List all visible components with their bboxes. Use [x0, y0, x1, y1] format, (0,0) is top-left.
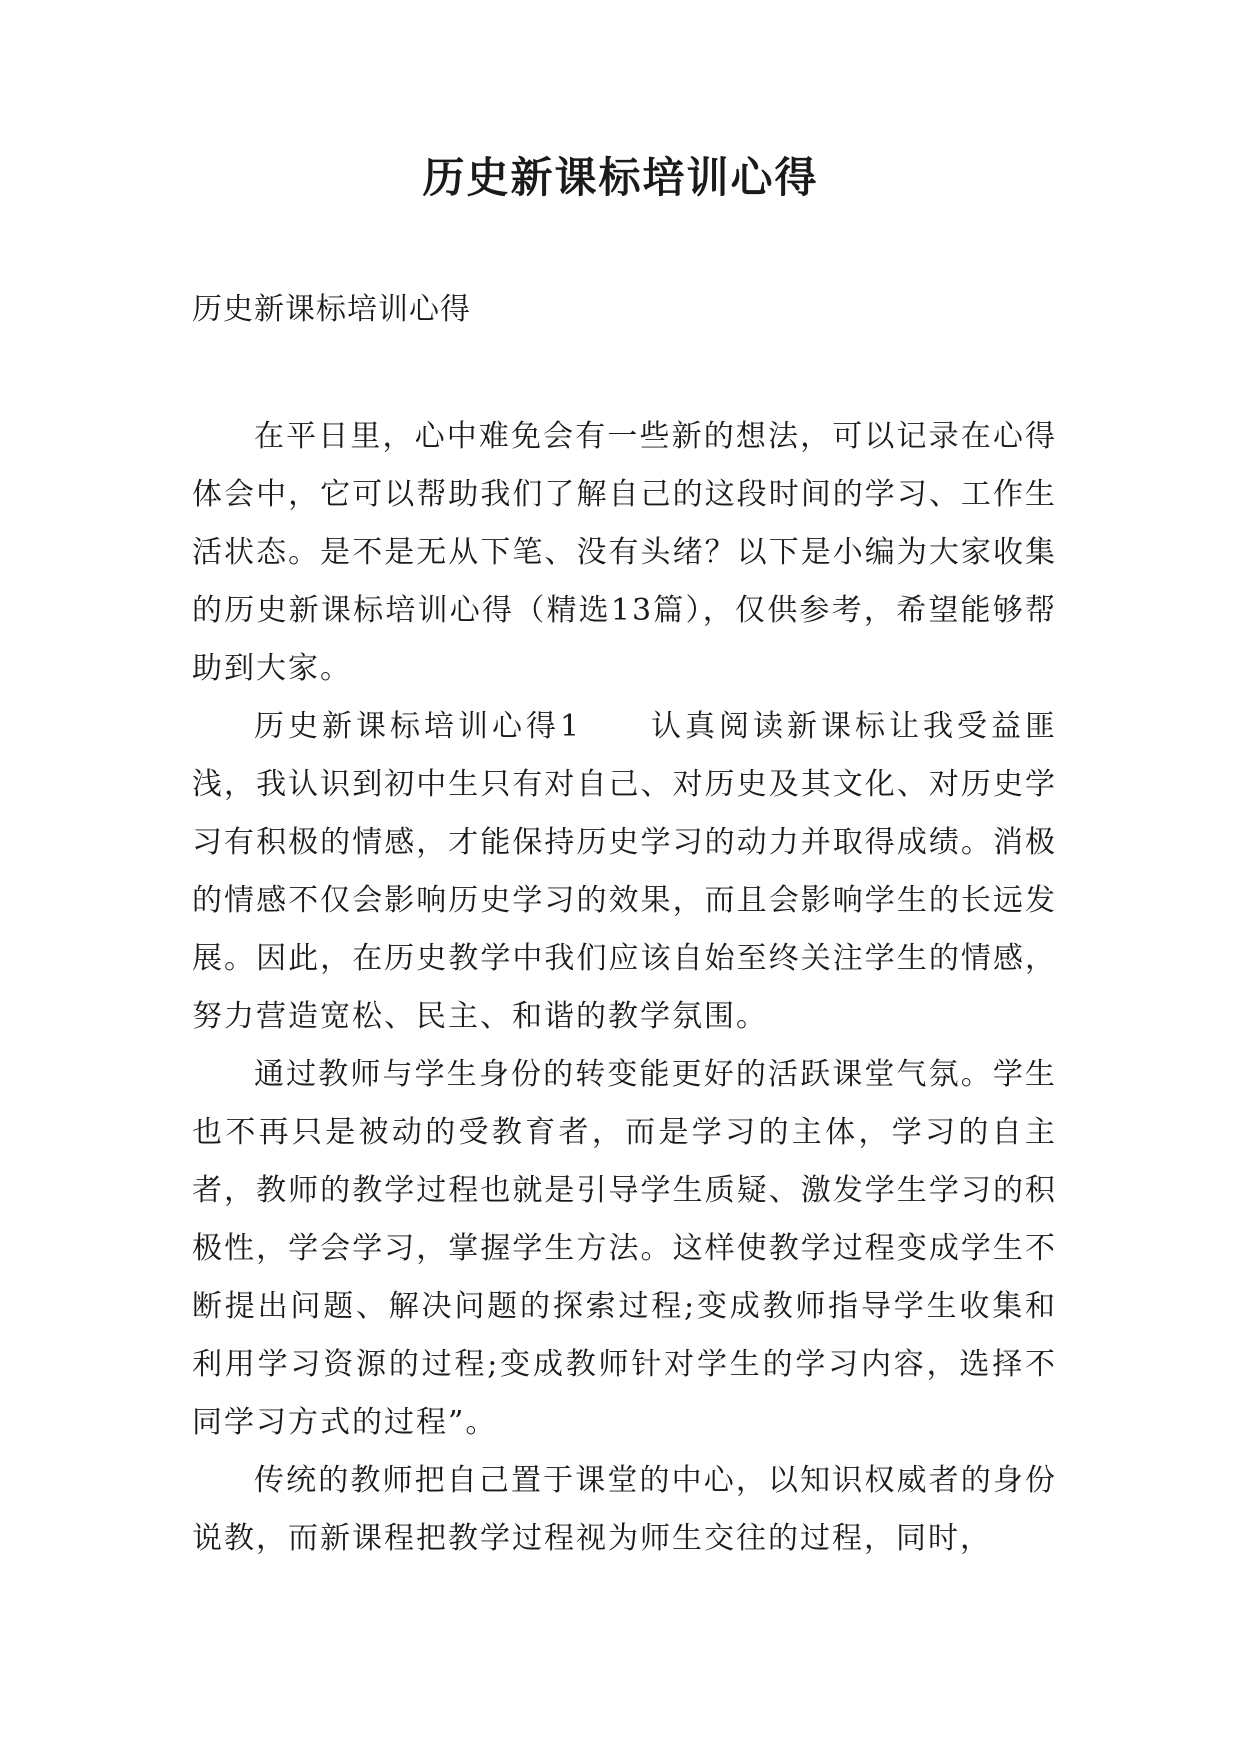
paragraph-essay-1: 历史新课标培训心得1 认真阅读新课标让我受益匪浅，我认识到初中生只有对自己、对历史及其文化、对历史学习有积极的情感，才能保持历史学习的动力并取得成绩。消极的情感不仅会影响历史学习的效果，而且会影响学生的长远发展。因此，在历史教学中我们应该自始至终关注学生的情感，努力营造宽松、民主、和谐的教学氛围。	[192, 709, 1057, 1034]
paragraph-intro: 在平日里，心中难免会有一些新的想法，可以记录在心得体会中，它可以帮助我们了解自己的这段时间的学习、工作生活状态。是不是无从下笔、没有头绪？以下是小编为大家收集的历史新课标培训心得（精选13篇），仅供参考，希望能够帮助到大家。	[192, 419, 1057, 686]
paragraph-role-change: 通过教师与学生身份的转变能更好的活跃课堂气氛。学生也不再只是被动的受教育者，而是学习的主体，学习的自主者，教师的教学过程也就是引导学生质疑、激发学生学习的积极性，学会学习，掌握学生方法。这样使教学过程变成学生不断提出问题、解决问题的探索过程;变成教师指导学生收集和利用学习资源的过程;变成教师针对学生的学习内容，选择不同学习方式的过程”。	[192, 1057, 1057, 1440]
document-title: 历史新课标培训心得	[422, 153, 819, 202]
document-subtitle: 历史新课标培训心得	[192, 292, 471, 327]
paragraph-traditional-teacher: 传统的教师把自己置于课堂的中心，以知识权威者的身份说教，而新课程把教学过程视为师生交往的过程，同时，	[192, 1463, 1057, 1556]
document-body	[192, 408, 1057, 1568]
